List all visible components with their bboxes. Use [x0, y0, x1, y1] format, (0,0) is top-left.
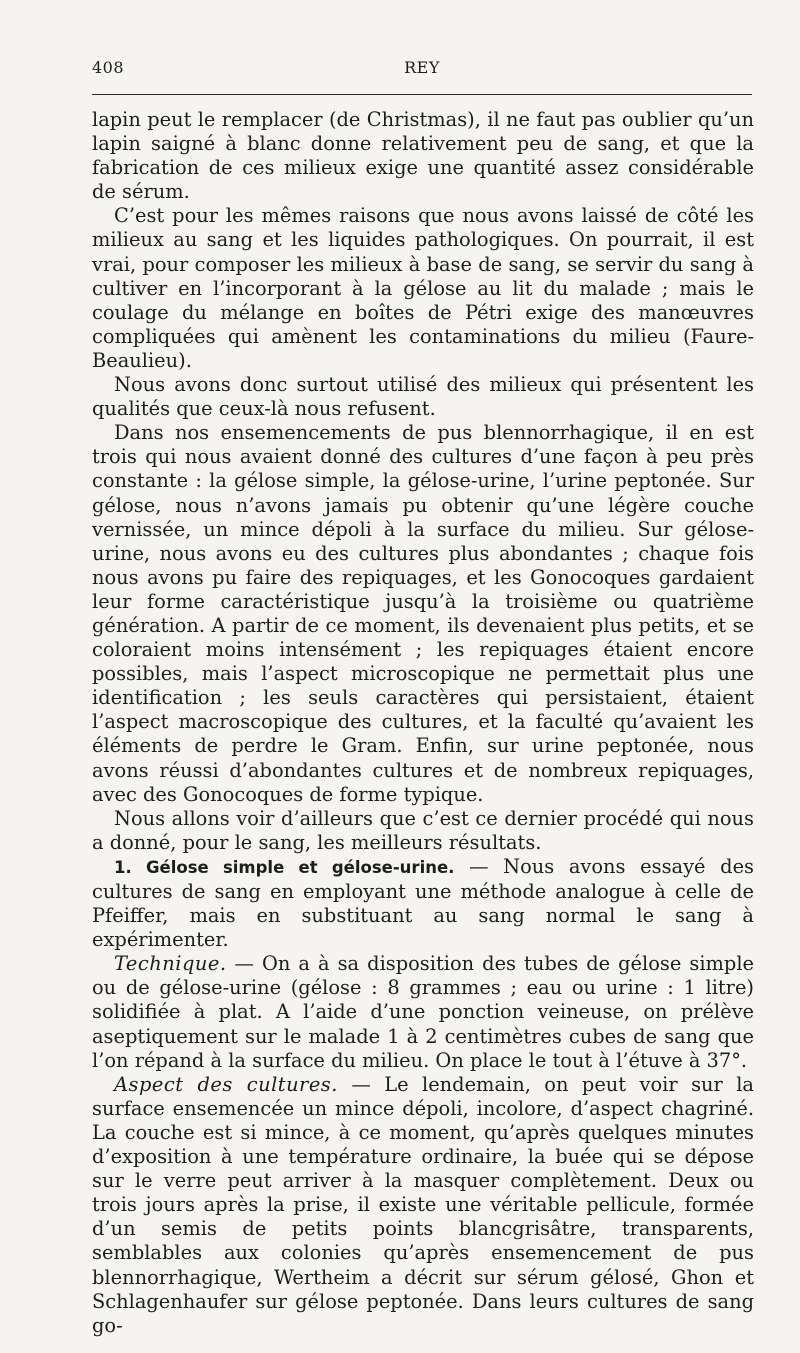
page-header	[92, 58, 752, 88]
subsection-heading: Technique.	[114, 952, 227, 976]
body-text	[92, 108, 754, 1338]
paragraph: Dans nos ensemencements de pus blennorrhagique, il en est trois qui nous avaient donné des cultures d’une façon à peu près constante : la gélose simple, la gélose-urine, l’urine peptonée. Sur gélose, nous n’avons jamais pu obtenir qu’une légère couche vernissée, un mince dépoli à la surface du milieu. Sur gélose-urine, nous avons eu des cultures plus abondantes ; chaque fois nous avons pu faire des repiquages, et les Gonocoques gardaient leur forme caractéristique jusqu’à la troisième ou quatrième génération. A partir de ce moment, ils devenaient plus petits, et se coloraient moins intensément ; les repiquages étaient encore possibles, mais l’aspect microscopique ne permettait plus une identification ; les seuls caractères qui persistaient, étaient l’aspect macroscopique des cultures, et la faculté qu’avaient les éléments de perdre le Gram. Enfin, sur urine peptonée, nous avons réussi d’abondantes cultures et de nombreux repiquages, avec des Gonocoques de forme typique.	[92, 421, 754, 806]
paragraph: Nous allons voir d’ailleurs que c’est ce dernier procédé qui nous a donné, pour le sang, les meilleurs résultats.	[92, 806, 754, 854]
paragraph: Nous avons donc surtout utilisé des milieux qui présentent les qualités que ceux-là nous refusent.	[92, 373, 754, 421]
section-paragraph	[92, 855, 754, 952]
header-rule	[92, 94, 752, 95]
paragraph-text: — Nous avons essayé des cultures de sang en employant une méthode analogue à celle de Pfeiffer, mais en substituant au sang normal le sang à expérimenter.	[92, 854, 755, 952]
paragraph-text: — On a à sa disposition des tubes de gélose simple ou de gélose-urine (gélose : 8 grammes ; eau ou urine : 1 litre) solidifiée à plat. A l’aide d’une ponction veineuse, on prélève aseptiquement sur le malade 1 à 2 centimètres cubes de sang que l’on répand à la surface du milieu. On place le tout à l’étuve à 37°.	[92, 952, 754, 1072]
paragraph-text: — Le lendemain, on peut voir sur la surface ensemencée un mince dépoli, incolore, d’aspect chagriné. La couche est si mince, à ce moment, qu’après quelques minutes d’exposition à une température ordinaire, la buée qui se dépose sur le verre peut arriver à la masquer complètement. Deux ou trois jours après la prise, il existe une véritable pellicule, formée d’un semis de petits points blancgrisâtre, transparents, semblables aux colonies qu’après ensemencement de pus blennorrhagique, Wertheim a décrit sur sérum gélosé, Ghon et Schlagenhaufer sur gélose peptonée. Dans leurs cultures de sang go-	[92, 1072, 754, 1337]
paragraph: C’est pour les mêmes raisons que nous avons laissé de côté les milieux au sang et les liquides pathologiques. On pourrait, il est vrai, pour composer les milieux à base de sang, se servir du sang à cultiver en l’incorporant à la gélose au lit du malade ; mais le coulage du mélange en boîtes de Pétri exige des manœuvres compliquées qui amènent les contaminations du milieu (Faure-Beaulieu).	[92, 204, 754, 372]
subsection-paragraph	[92, 952, 754, 1072]
running-head: REY	[404, 58, 440, 77]
paragraph: lapin peut le remplacer (de Christmas), il ne faut pas oublier qu’un lapin saigné à blanc donne relativement peu de sang, et que la fabrication de ces milieux exige une quantité assez considérable de sérum.	[92, 108, 754, 204]
page-number: 408	[92, 58, 125, 77]
subsection-heading: Aspect des cultures.	[114, 1072, 338, 1096]
subsection-paragraph	[92, 1073, 754, 1338]
section-heading: 1. Gélose simple et gélose-urine.	[114, 857, 455, 877]
